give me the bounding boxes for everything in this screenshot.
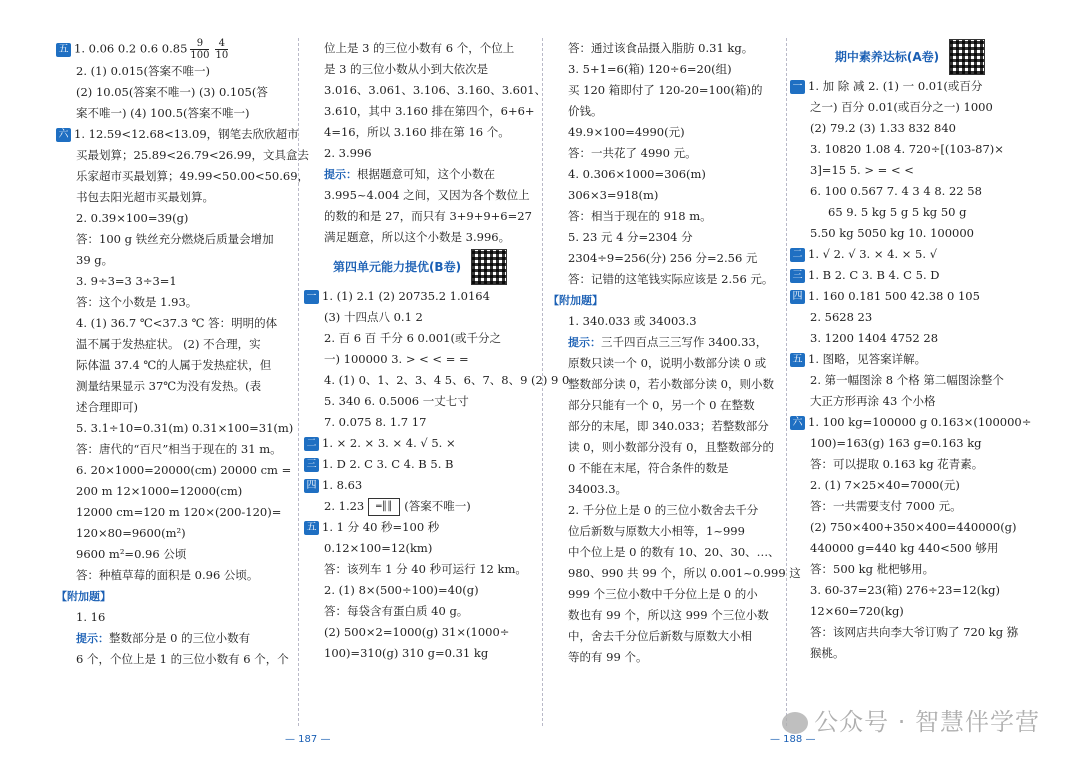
column-divider [298, 38, 299, 726]
answer-text: 一) 100000 3. > < < = = [324, 352, 469, 366]
hint-label: 提示： [76, 632, 109, 645]
answer-line [548, 563, 801, 584]
answer-text: 答：100 g 铁丝充分燃烧后质量会增加 [76, 232, 274, 246]
appendix-heading: 【附加题】 [548, 294, 603, 307]
answer-text: 3. 10820 1.08 4. 720÷[(103-87)× [810, 142, 1004, 156]
answer-text: 温不属于发热症状。 (2) 不合理，实 [76, 337, 261, 351]
answer-line [548, 248, 780, 269]
hint-label: 提示： [324, 168, 357, 181]
answer-line [56, 628, 294, 649]
answer-line [56, 334, 294, 355]
section-title-row [304, 248, 536, 286]
answer-line [56, 103, 294, 124]
answer-text: 4. (1) 0、1、2、3、4 5、6、7、8、9 (2) 9 0 [324, 373, 570, 387]
answer-text: (2) 79.2 (3) 1.33 832 840 [810, 121, 956, 135]
answer-line [790, 622, 1030, 643]
answer-text: 1. 1 分 40 秒=100 秒 [322, 520, 440, 534]
answer-text: 1. 加 除 减 2. (1) 一 0.01(或百分 [808, 79, 983, 93]
answer-line [304, 349, 536, 370]
answer-line [304, 496, 536, 517]
answer-text: 440000 g=440 kg 440<500 够用 [810, 541, 999, 555]
answer-line [56, 124, 299, 145]
answer-line [790, 517, 1030, 538]
answer-text: 1. (1) 2.1 (2) 20735.2 1.0164 [322, 289, 490, 303]
answer-line [790, 391, 1030, 412]
answer-line [548, 80, 780, 101]
answer-text: 答：这个小数是 1.93。 [76, 295, 198, 309]
appendix-heading: 【附加题】 [56, 590, 111, 603]
question-group-tag: 二 [790, 248, 805, 262]
answer-text: 中，舍去千分位后新数与原数大小相 [568, 629, 752, 643]
answer-text: 39 g。 [76, 253, 114, 267]
answer-line [304, 59, 536, 80]
answer-line [790, 370, 1030, 391]
answer-line [304, 38, 536, 59]
fraction [190, 38, 209, 61]
answer-line [790, 286, 1030, 307]
answer-text: 买最划算；25.89<26.79<26.99，文具盒去 [76, 148, 310, 162]
answer-text: 满足题意，所以这个小数是 3.996。 [324, 230, 511, 244]
answer-line [304, 454, 536, 475]
page-number-left: — 187 — [285, 734, 331, 745]
answer-text: 1. 160 0.181 500 42.38 0 105 [808, 289, 980, 303]
answer-text: 2304÷9=256(分) 256 分=2.56 元 [568, 251, 758, 265]
answer-line [56, 544, 294, 565]
section-title-row [790, 38, 1030, 76]
answer-line [790, 160, 1030, 181]
answer-line [304, 433, 536, 454]
answer-text: 之一) 百分 0.01(或百分之一) 1000 [810, 100, 993, 114]
answer-line [790, 496, 1030, 517]
answer-text: 是 3 的三位小数从小到大依次是 [324, 62, 489, 76]
answer-line [790, 454, 1030, 475]
answer-line [56, 460, 294, 481]
answer-text: 0.12×100=12(km) [324, 541, 433, 555]
question-group-tag: 四 [790, 290, 805, 304]
answer-line [56, 82, 294, 103]
answer-text: 案不唯一) (4) 100.5(答案不唯一) [76, 106, 250, 120]
answer-text: 答：可以提取 0.163 kg 花青素。 [810, 457, 984, 471]
fraction-numerator: 9 [190, 38, 209, 50]
answer-text: 1. 16 [76, 610, 106, 624]
answer-text: 7. 0.075 8. 1.7 17 [324, 415, 427, 429]
answer-text: 3. 9÷3=3 3÷3=1 [76, 274, 177, 288]
answer-text: 乐家超市买最划算；49.99<50.00<50.69， [76, 169, 310, 183]
answer-text: 980、990 共 99 个，所以 0.001~0.999 这 [568, 566, 801, 580]
answer-line [304, 370, 570, 391]
answer-text: 1. 8.63 [322, 478, 363, 492]
answer-line [790, 265, 1030, 286]
qr-code-icon [471, 249, 507, 285]
answer-line [548, 59, 780, 80]
answer-text: 9600 m²=0.96 公顷 [76, 547, 187, 561]
question-group-tag: 二 [304, 437, 319, 451]
answer-text: 部分只能有一个 0，另一个 0 在整数 [568, 398, 755, 412]
question-group-tag: 六 [56, 128, 71, 142]
answer-text: 3. 5+1=6(箱) 120÷6=20(组) [568, 62, 732, 76]
answer-line [790, 307, 1030, 328]
question-group-tag: 五 [304, 521, 319, 535]
answer-text: 6. 100 0.567 7. 4 3 4 8. 22 58 [810, 184, 982, 198]
answer-text: 200 m 12×1000=12000(cm) [76, 484, 243, 498]
answer-line [548, 101, 780, 122]
answer-text: 数也有 99 个，所以这 999 个三位小数 [568, 608, 769, 622]
answer-line [56, 502, 294, 523]
answer-line [56, 649, 294, 670]
answer-text: 1. 图略，见答案详解。 [808, 352, 927, 366]
answer-line [548, 416, 780, 437]
answer-line [548, 605, 780, 626]
answer-text: 部分的末尾，即 340.033；若整数部分 [568, 419, 769, 433]
answer-text: 读 0，则小数部分没有 0，且整数部分的 [568, 440, 774, 454]
question-group-tag: 四 [304, 479, 319, 493]
column-divider [542, 38, 543, 726]
answer-line [548, 542, 780, 563]
answer-line [790, 538, 1030, 559]
question-group-tag: 五 [790, 353, 805, 367]
answer-line [56, 418, 294, 439]
answer-line [304, 412, 536, 433]
answer-line [548, 143, 780, 164]
answer-text: 6 个，个位上是 1 的三位小数有 6 个，个 [76, 652, 289, 666]
fraction [215, 38, 228, 61]
wechat-icon [782, 712, 808, 734]
watermark-text: 公众号 · 智慧伴学营 [814, 708, 1040, 736]
answer-text: 三千四百点三三写作 3400.33， [601, 335, 768, 349]
answer-line [790, 328, 1030, 349]
answer-text: 3.995~4.004 之间，又因为各个数位上 [324, 188, 530, 202]
answer-text: 306×3=918(m) [568, 188, 659, 202]
answer-text: 原数只读一个 0，说明小数部分读 0 或 [568, 356, 767, 370]
answer-text: 1. B 2. C 3. B 4. C 5. D [808, 268, 940, 282]
answer-line [790, 139, 1030, 160]
answer-line [304, 206, 536, 227]
answer-line [304, 538, 536, 559]
answer-text: 100)=310(g) 310 g=0.31 kg [324, 646, 489, 660]
column-3 [548, 38, 801, 726]
answer-line [548, 185, 780, 206]
answer-line [304, 622, 536, 643]
answer-text: 49.9×100=4990(元) [568, 125, 685, 139]
answer-text: 2. 千分位上是 0 的三位小数舍去千分 [568, 503, 759, 517]
answer-text: 整数部分是 0 的三位小数有 [109, 631, 251, 645]
answer-text: 根据题意可知，这个小数在 [357, 167, 495, 181]
column-2 [304, 38, 570, 726]
answer-text: 测量结果显示 37℃为没有发热。(表 [76, 379, 262, 393]
answer-line [548, 458, 780, 479]
answer-line [56, 166, 310, 187]
answer-text: 2. 0.39×100=39(g) [76, 211, 189, 225]
answer-line [56, 397, 294, 418]
answer-line [56, 439, 294, 460]
answer-text: 2. 3.996 [324, 146, 372, 160]
answer-text: 位后新数与原数大小相等，1~999 [568, 524, 745, 538]
answer-line [548, 647, 780, 668]
fraction-denominator: 10 [215, 50, 229, 61]
answer-line [304, 517, 536, 538]
answer-line [548, 479, 780, 500]
answer-text: (2) 750×400+350×400=440000(g) [810, 520, 1017, 534]
answer-line [790, 433, 1030, 454]
answer-line [56, 565, 294, 586]
answer-note: (答案不唯一) [404, 499, 471, 513]
answer-line [304, 101, 536, 122]
answer-text: 答：唐代的“百尺”相当于现在的 31 m。 [76, 442, 282, 456]
answer-text: 1. D 2. C 3. C 4. B 5. B [322, 457, 454, 471]
answer-line [304, 475, 536, 496]
answer-text: 5. 340 6. 0.5006 一丈七寸 [324, 394, 469, 408]
answer-line [548, 332, 780, 353]
answer-line [304, 80, 547, 101]
column-4 [790, 38, 1030, 726]
answer-text: 5. 23 元 4 分=2304 分 [568, 230, 693, 244]
answer-text: 答：种植草莓的面积是 0.96 公顷。 [76, 568, 259, 582]
answer-line [790, 202, 1030, 223]
answer-line [56, 229, 294, 250]
answer-text: 答：500 kg 枇杷够用。 [810, 562, 935, 576]
answer-line [56, 38, 294, 61]
answer-text: 3. 60-37=23(箱) 276÷23=12(kg) [810, 583, 1000, 597]
question-group-tag: 五 [56, 43, 71, 57]
answer-text: 买 120 箱即付了 120-20=100(箱)的 [568, 83, 763, 97]
answer-text: 999 个三位小数中千分位上是 0 的小 [568, 587, 758, 601]
answer-line [548, 269, 780, 290]
answer-text: 答：一共需要支付 7000 元。 [810, 499, 962, 513]
answer-text: 答：每袋含有蛋白质 40 g。 [324, 604, 469, 618]
answer-line [790, 97, 1030, 118]
answer-text: (3) 十四点八 0.1 2 [324, 310, 423, 324]
answer-text: 答：该列车 1 分 40 秒可运行 12 km。 [324, 562, 527, 576]
answer-line [548, 626, 780, 647]
answer-text: 整数部分读 0，若小数部分读 0，则小数 [568, 377, 774, 391]
answer-text: 答：相当于现在的 918 m。 [568, 209, 712, 223]
answer-line [790, 349, 1030, 370]
answer-text: 6. 20×1000=20000(cm) 20000 cm = [76, 463, 292, 477]
qr-code-icon [949, 39, 985, 75]
answer-line [304, 286, 536, 307]
answer-text: 大正方形再涂 43 个小格 [810, 394, 936, 408]
answer-line [56, 187, 294, 208]
answer-text: 3. 1200 1404 4752 28 [810, 331, 939, 345]
answer-text: 1. √ 2. √ 3. × 4. × 5. √ [808, 247, 938, 261]
answer-text: 书包去阳光超市买最划算。 [76, 190, 214, 204]
answer-text: 等的有 99 个。 [568, 650, 648, 664]
answer-text: 2. 5628 23 [810, 310, 873, 324]
answer-line [548, 164, 780, 185]
answer-text: 120×80=9600(m²) [76, 526, 186, 540]
answer-text: 1. 100 kg=100000 g 0.163×(100000÷ [808, 415, 1032, 429]
answer-line [56, 61, 294, 82]
answer-line [56, 355, 294, 376]
answer-text: 4=16，所以 3.160 排在第 16 个。 [324, 125, 510, 139]
answer-line [790, 412, 1030, 433]
section-title: 第四单元能力提优(B卷) [332, 259, 462, 274]
answer-text: (2) 500×2=1000(g) 31×(1000÷ [324, 625, 510, 639]
question-group-tag: 三 [790, 269, 805, 283]
question-group-tag: 一 [790, 80, 805, 94]
answer-line [304, 227, 536, 248]
answer-line [304, 185, 536, 206]
answer-text: 位上是 3 的三位小数有 6 个，个位上 [324, 41, 515, 55]
answer-line [56, 208, 294, 229]
answer-line [548, 500, 780, 521]
column-1 [56, 38, 310, 726]
watermark [782, 708, 1040, 736]
answer-line [304, 328, 536, 349]
answer-text: 2. 百 6 百 千分 6 0.001(或千分之 [324, 331, 501, 345]
answer-text: 猴桃。 [810, 646, 845, 660]
fraction-numerator: 4 [215, 38, 228, 50]
answer-line [790, 76, 1030, 97]
answer-text: 述合理即可) [76, 400, 138, 414]
answer-line [548, 437, 780, 458]
answer-line [548, 206, 780, 227]
answer-line [304, 122, 536, 143]
answer-line [790, 601, 1030, 622]
answer-text: 1. × 2. × 3. × 4. √ 5. × [322, 436, 456, 450]
answer-text: 12000 cm=120 m 120×(200-120)= [76, 505, 282, 519]
answer-text: 0 不能在末尾，符合条件的数是 [568, 461, 729, 475]
answer-text: 2. 1.23 [324, 499, 365, 513]
answer-line [790, 475, 1030, 496]
answer-text: 际体温 37.4 ℃的人属于发热症状，但 [76, 358, 272, 372]
answer-text: 的数的和是 27，而只有 3+9+9+6=27 [324, 209, 532, 223]
answer-line [56, 313, 294, 334]
answer-line [56, 145, 310, 166]
answer-text: 4. (1) 36.7 ℃<37.3 ℃ 答：明明的体 [76, 316, 278, 330]
answer-line [790, 118, 1030, 139]
answer-line [548, 311, 780, 332]
answer-line [304, 559, 536, 580]
answer-line [548, 374, 780, 395]
answer-text: 65 9. 5 kg 5 g 5 kg 50 g [828, 205, 967, 219]
answer-line [548, 353, 780, 374]
answer-line [304, 307, 536, 328]
answer-text: 答：记错的这笔钱实际应该是 2.56 元。 [568, 272, 774, 286]
question-group-tag: 三 [304, 458, 319, 472]
answer-text: 1. 12.59<12.68<13.09，钢笔去欣欣超市 [74, 127, 299, 141]
answer-line [790, 223, 1030, 244]
answer-line [548, 227, 780, 248]
answer-text: 1. 340.033 或 34003.3 [568, 314, 697, 328]
answer-line [56, 271, 294, 292]
answer-line [548, 584, 780, 605]
answer-line [548, 38, 780, 59]
question-group-tag: 六 [790, 416, 805, 430]
answer-line [304, 643, 536, 664]
answer-line [304, 601, 536, 622]
answer-text: 4. 0.306×1000=306(m) [568, 167, 706, 181]
question-group-tag: 一 [304, 290, 319, 304]
answer-text: 34003.3。 [568, 482, 628, 496]
answer-text: 3]=15 5. > = < < [810, 163, 914, 177]
answer-text: 价钱。 [568, 104, 603, 118]
answer-text: 3.016、3.061、3.106、3.160、3.601、 [324, 83, 547, 97]
answer-line [56, 523, 294, 544]
answer-text: 2. (1) 0.015(答案不唯一) [76, 64, 210, 78]
answer-line [56, 250, 294, 271]
answer-text: 5. 3.1÷10=0.31(m) 0.31×100=31(m) [76, 421, 294, 435]
answer-line [790, 559, 1030, 580]
answer-line [790, 580, 1030, 601]
answer-line [56, 607, 294, 628]
answer-line [304, 164, 536, 185]
answer-text: 12×60=720(kg) [810, 604, 904, 618]
answer-line [790, 181, 1030, 202]
answer-line [304, 580, 536, 601]
answer-text: 2. (1) 8×(500÷100)=40(g) [324, 583, 479, 597]
hint-label: 提示： [568, 336, 601, 349]
answer-text: 答：一共花了 4990 元。 [568, 146, 697, 160]
answer-text: 1. 0.06 0.2 0.6 0.85 [74, 41, 188, 56]
answer-text: 2. 第一幅图涂 8 个格 第二幅图涂整个 [810, 373, 1004, 387]
answer-text: (2) 10.05(答案不唯一) (3) 0.105(答 [76, 85, 268, 99]
answer-line [304, 143, 536, 164]
answer-line [548, 521, 780, 542]
page-number-right: — 188 — [770, 734, 816, 745]
answer-text: 100)=163(g) 163 g=0.163 kg [810, 436, 982, 450]
answer-text: 5.50 kg 5050 kg 10. 100000 [810, 226, 974, 240]
answer-line [790, 244, 1030, 265]
answer-line [56, 481, 294, 502]
section-title: 期中素养达标(A卷) [834, 49, 940, 64]
answer-text: 答：通过该食品摄入脂肪 0.31 kg。 [568, 41, 754, 55]
fraction-denominator: 100 [190, 50, 210, 61]
answer-text: 3.610，其中 3.160 排在第四个，6+6+ [324, 104, 535, 118]
answer-line [548, 122, 780, 143]
answer-line [790, 643, 1030, 664]
answer-text: 中个位上是 0 的数有 10、20、30、…、 [568, 545, 780, 559]
column-divider [786, 38, 787, 726]
answer-line [548, 395, 780, 416]
answer-text: 2. (1) 7×25×40=7000(元) [810, 478, 960, 492]
answer-text: 答：该网店共向李大爷订购了 720 kg 猕 [810, 625, 1019, 639]
abacus-figure: ═║║ [368, 498, 400, 516]
answer-line [56, 376, 294, 397]
answer-line [304, 391, 536, 412]
answer-line [56, 292, 294, 313]
